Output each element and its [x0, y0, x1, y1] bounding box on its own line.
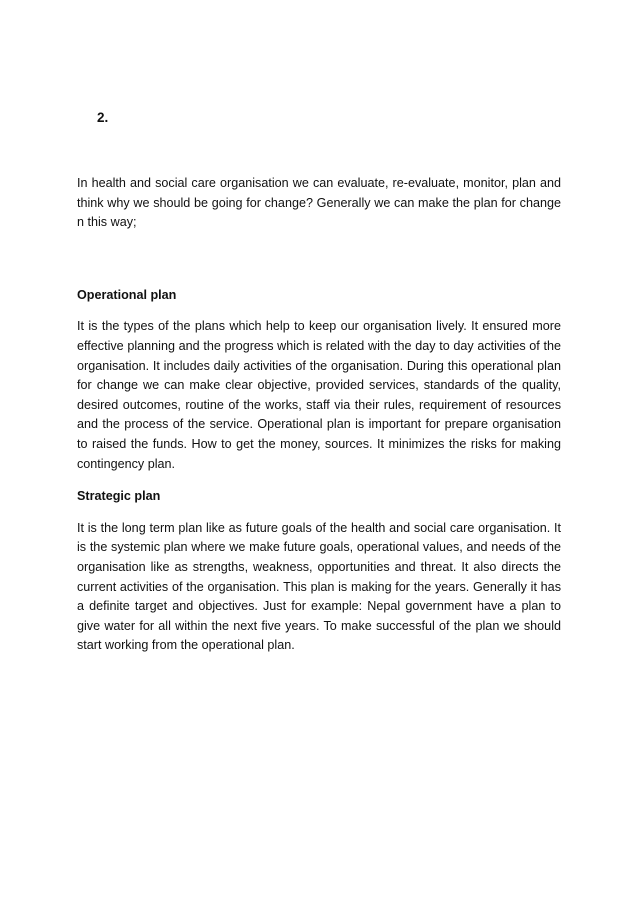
operational-plan-paragraph: It is the types of the plans which help to keep our organisation lively. It ensured more effective planning and the progress which is related with the day to day activities of the organisation. It includes daily activities of the organisation. During this operational plan for change we can make clear objective, provided services, standards of the quality, desired outcomes, routine of the works, staff via their rules, requirement of resources and the process of the service. Operational plan is important for prepare organisation to raised the funds. How to get the money, sources. It minimizes the risks for making contingency plan.: [77, 319, 561, 471]
document-body: [77, 174, 561, 656]
strategic-plan-heading: Strategic plan: [77, 489, 161, 504]
intro-paragraph: In health and social care organisation we can evaluate, re-evaluate, monitor, plan and think why we should be going for change? Generally we can make the plan for change n this way;: [77, 176, 561, 230]
section-number: 2.: [97, 110, 109, 125]
strategic-plan-paragraph: It is the long term plan like as future goals of the health and social care organisation. It is the systemic plan where we make future goals, operational values, and needs of the organisation like as strengths, weakness, opportunities and threat. It also directs the current activities of the organisation. This plan is making for the years. Generally it has a definite target and objectives. Just for example: Nepal government have a plan to give water for all within the next five years. To make successful of the plan we should start working from the operational plan.: [77, 520, 561, 653]
operational-plan-heading: Operational plan: [77, 287, 177, 302]
